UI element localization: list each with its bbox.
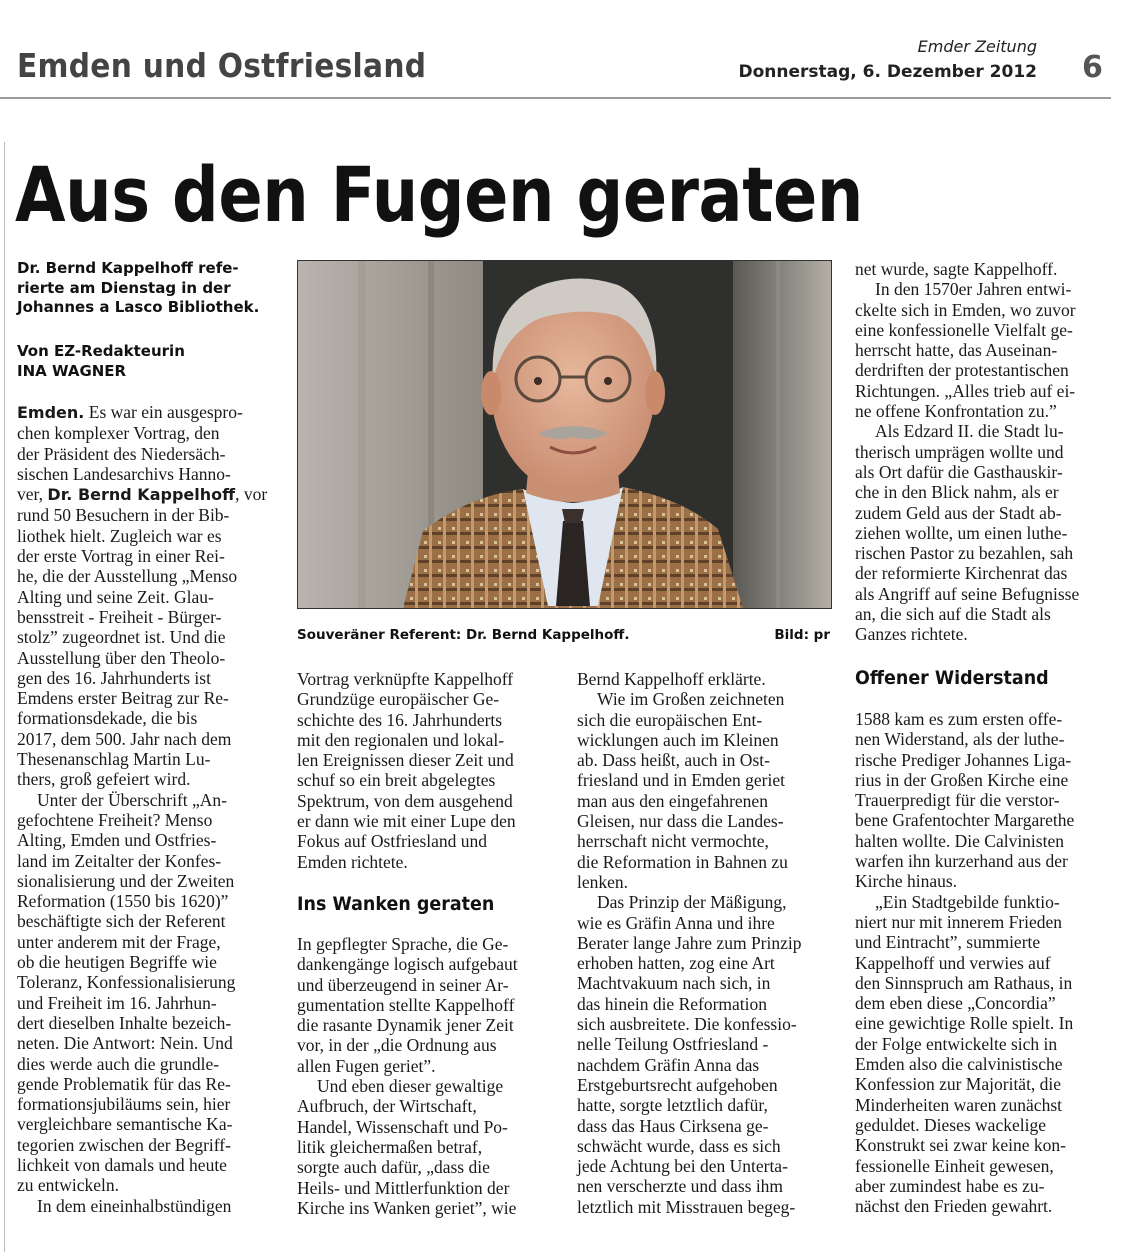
article-headline: Aus den Fugen geraten xyxy=(15,150,864,239)
text-line: allen Fugen geriet”. xyxy=(297,1055,436,1076)
lead-line: Dr. Bernd Kappelhoff refe- xyxy=(17,259,239,277)
text-line: der erste Vortrag in einer Rei- xyxy=(17,546,225,567)
text-line: gen des 16. Jahrhunderts ist xyxy=(17,667,211,688)
text-line: Reformation (1550 bis 1620)” xyxy=(17,891,229,912)
text-line: Gleisen, nur dass die Landes- xyxy=(577,811,784,832)
text-line: Heils- und Mittlerfunktion der xyxy=(297,1177,510,1198)
text-line: Erstgeburtsrecht aufgehoben xyxy=(577,1074,778,1095)
text-line: letztlich mit Misstrauen begeg- xyxy=(577,1196,796,1217)
text-line: Ausstellung über den Theolo- xyxy=(17,647,226,668)
text-line: friesland und in Emden geriet xyxy=(577,770,785,791)
text-line: als Ort dafür die Gasthauskir- xyxy=(855,461,1063,482)
text-line: zu entwickeln. xyxy=(17,1175,120,1196)
text-line: rischen Pastor zu bezahlen, sah xyxy=(855,543,1074,564)
text-line: rund 50 Besuchern in der Bib- xyxy=(17,505,230,526)
text-line: bensstreit - Freiheit - Bürger- xyxy=(17,606,222,627)
text-line: Emden richtete. xyxy=(297,851,408,872)
text-line: nen Widerstand, als der luthe- xyxy=(855,729,1065,750)
text-line: geduldet. Dieses wackelige xyxy=(855,1114,1046,1135)
text-line: hatte, sorgte letztlich dafür, xyxy=(577,1095,768,1116)
text-line: stolz” zugeordnet ist. Und die xyxy=(17,627,226,648)
text-line: ob die heutigen Begriffe wie xyxy=(17,952,217,973)
text-line: Als Edzard II. die Stadt lu- xyxy=(875,421,1064,442)
text-line: wie es Gräfin Anna und ihre xyxy=(577,912,775,933)
text-line: lenken. xyxy=(577,871,629,892)
text-line: und Freiheit im 16. Jahrhun- xyxy=(17,992,217,1013)
text-line: Und eben dieser gewaltige xyxy=(317,1076,504,1097)
portrait-photo-image xyxy=(298,261,831,608)
text-line: Konfession zur Majorität, die xyxy=(855,1074,1062,1095)
text-line: nächst den Frieden gewahrt. xyxy=(855,1196,1053,1217)
text-line: sorgte auch dafür, „dass die xyxy=(297,1157,490,1178)
text-line: und überzeugend in seiner Ar- xyxy=(297,974,509,995)
text-line: Vortrag verknüpfte Kappelhoff xyxy=(297,669,514,689)
byline-author: INA WAGNER xyxy=(17,361,127,380)
text-line: das hinein die Reformation xyxy=(577,993,768,1014)
text-line: fessionelle Einheit gewesen, xyxy=(855,1155,1054,1176)
text-line: Bernd Kappelhoff erklärte. xyxy=(577,669,766,689)
text-line: Kirche ins Wanken geriet”, wie xyxy=(297,1197,517,1218)
text-line: neten. Die Antwort: Nein. Und xyxy=(17,1033,233,1054)
text-line: Kappelhoff und verwies auf xyxy=(855,952,1051,973)
text-line: herrschaft nicht vermochte, xyxy=(577,831,769,852)
lead-line: Johannes a Lasco Bibliothek. xyxy=(17,298,260,316)
text-line: der Folge entwickelte sich in xyxy=(855,1033,1058,1054)
text-line: In gepflegter Sprache, die Ge- xyxy=(297,934,509,954)
text-line: wicklungen auch im Kleinen xyxy=(577,729,779,750)
subheading-offener-widerstand: Offener Widerstand xyxy=(855,667,1049,689)
text-line: 2017, dem 500. Jahr nach dem xyxy=(17,728,232,749)
text-line: unter anderem mit der Frage, xyxy=(17,931,221,952)
text-line: mit den regionalen und lokal- xyxy=(297,729,505,750)
text-line: dass das Haus Cirksena ge- xyxy=(577,1115,769,1136)
text-line: herrscht hatte, das Auseinan- xyxy=(855,340,1058,361)
text-line: zudem Geld aus der Stadt ab- xyxy=(855,502,1062,523)
article-lead xyxy=(17,259,279,318)
text-line: Spektrum, von dem ausgehend xyxy=(297,790,513,811)
text-line: nachdem Gräfin Anna das xyxy=(577,1054,760,1075)
text-line: die rasante Dynamik jener Zeit xyxy=(297,1015,514,1036)
text-line: net wurde, sagte Kappelhoff. xyxy=(855,259,1058,279)
text-line: dies werde auch die grundle- xyxy=(17,1053,220,1074)
text-line: Minderheiten waren zunächst xyxy=(855,1094,1063,1115)
text-column-2-bottom xyxy=(297,934,559,1218)
text-line: ne offene Konfrontation zu.” xyxy=(855,401,1057,422)
text-column-2-top xyxy=(297,669,559,872)
article-photo xyxy=(297,260,832,609)
text-line: Emden. Es war ein ausgespro- xyxy=(17,402,243,422)
text-line: therisch umprägen wollte und xyxy=(855,441,1064,462)
text-line: len Ereignissen dieser Zeit und xyxy=(297,750,514,771)
text-line: erhoben hatten, zog eine Art xyxy=(577,953,775,974)
text-line: ver, Dr. Bernd Kappelhoff, vor xyxy=(17,484,268,505)
text-line: halten wollte. Die Calvinisten xyxy=(855,830,1064,851)
text-line: aber zumindest habe es zu- xyxy=(855,1175,1045,1196)
text-line: ziehen wollte, um einen luthe- xyxy=(855,522,1068,543)
text-line: er dann wie mit einer Lupe den xyxy=(297,811,516,832)
text-line: Berater lange Jahre zum Prinzip xyxy=(577,932,802,953)
text-line: eine konfessionelle Vielfalt ge- xyxy=(855,319,1073,340)
text-line: Alting und seine Zeit. Glau- xyxy=(17,586,214,607)
left-margin-line xyxy=(4,142,5,1252)
text-line: Emden also die calvinistische xyxy=(855,1054,1063,1075)
text-line: vergleichbare semantische Ka- xyxy=(17,1114,233,1135)
caption-text: Souveräner Referent: Dr. Bernd Kappelhoff. xyxy=(297,627,630,643)
text-line: der reformierte Kirchenrat das xyxy=(855,563,1068,584)
header-rule xyxy=(0,97,1111,99)
bold-emphasis: Dr. Bernd Kappelhoff xyxy=(47,485,236,505)
text-line: sich die europäischen Ent- xyxy=(577,709,763,730)
text-line: schuf so ein breit abgelegtes xyxy=(297,770,496,791)
text-line: Fokus auf Ostfriesland und xyxy=(297,831,488,852)
text-line: den Sinnspruch am Rathaus, in xyxy=(855,972,1073,993)
text-line: schwächt wurde, dass es sich xyxy=(577,1135,781,1156)
lead-line: rierte am Dienstag in der xyxy=(17,278,231,297)
text-line: liothek hielt. Zugleich war es xyxy=(17,525,222,546)
text-line: eine gewichtige Rolle spielt. In xyxy=(855,1013,1074,1034)
text-line: he, die der Ausstellung „Menso xyxy=(17,566,238,587)
text-line: In dem eineinhalbstündigen xyxy=(37,1195,232,1216)
text-column-4-top xyxy=(855,259,1117,645)
text-line: Ganzes richtete. xyxy=(855,624,968,645)
text-column-1 xyxy=(17,402,279,1216)
text-line: sionalisierung und der Zweiten xyxy=(17,870,235,891)
text-line: land im Zeitalter der Konfes- xyxy=(17,850,222,871)
text-line: niert nur mit innerem Frieden xyxy=(855,911,1063,932)
text-line: schichte des 16. Jahrhunderts xyxy=(297,709,503,730)
text-line: formationsjubiläums sein, hier xyxy=(17,1094,231,1115)
photo-credit: Bild: pr xyxy=(774,627,830,643)
text-line: der Präsident des Niedersäch- xyxy=(17,443,226,464)
photo-caption xyxy=(297,627,832,643)
text-line: Emdens erster Beitrag zur Re- xyxy=(17,688,229,709)
text-line: sich ausbreitete. Die konfessio- xyxy=(577,1014,797,1035)
text-line: Konstrukt sei zwar keine kon- xyxy=(855,1135,1066,1156)
text-line: an, die sich auf die Stadt als xyxy=(855,604,1051,625)
subheading-ins-wanken: Ins Wanken geraten xyxy=(297,893,495,915)
text-line: Thesenanschlag Martin Lu- xyxy=(17,749,211,770)
byline-line: Von EZ-Redakteurin xyxy=(17,342,185,360)
text-line: rische Prediger Johannes Liga- xyxy=(855,749,1072,770)
text-line: man aus den eingefahrenen xyxy=(577,790,768,811)
text-line: nen verscherzte und dass ihm xyxy=(577,1176,784,1197)
newspaper-name: Emder Zeitung xyxy=(917,37,1037,56)
text-line: thers, groß gefeiert wird. xyxy=(17,769,191,790)
text-line: beschäftigte sich der Referent xyxy=(17,911,226,932)
text-line: sischen Landesarchivs Hanno- xyxy=(17,463,231,484)
text-line: und Eintracht”, summierte xyxy=(855,932,1041,953)
text-line: che in den Blick nahm, als er xyxy=(855,482,1059,503)
text-line: warfen ihn kurzerhand aus der xyxy=(855,851,1068,872)
text-line: Handel, Wissenschaft und Po- xyxy=(297,1116,508,1137)
text-line: Machtvakuum nach sich, in xyxy=(577,973,771,994)
text-line: Kirche hinaus. xyxy=(855,871,958,892)
text-line: die Reformation in Bahnen zu xyxy=(577,851,788,872)
text-line: gefochtene Freiheit? Menso xyxy=(17,809,213,830)
text-line: Wie im Großen zeichneten xyxy=(597,689,785,710)
text-column-4-bottom xyxy=(855,709,1117,1216)
text-line: gende Problematik für das Re- xyxy=(17,1073,231,1094)
text-line: bene Grafentochter Margarethe xyxy=(855,810,1075,831)
text-line: Richtungen. „Alles trieb auf ei- xyxy=(855,380,1076,401)
text-line: Grundzüge europäischer Ge- xyxy=(297,689,500,710)
text-line: vor, in der „die Ordnung aus xyxy=(297,1035,497,1056)
page-number: 6 xyxy=(1082,50,1103,85)
text-line: nelle Teilung Ostfriesland - xyxy=(577,1034,769,1055)
text-line: rius in der Großen Kirche eine xyxy=(855,769,1069,790)
text-line: dert dieselben Inhalte bezeich- xyxy=(17,1012,232,1033)
text-line: Toleranz, Konfessionalisierung xyxy=(17,972,236,993)
section-title: Emden und Ostfriesland xyxy=(17,46,427,85)
text-line: tegorien zwischen der Begriff- xyxy=(17,1134,231,1155)
text-line: jede Achtung bei den Unterta- xyxy=(577,1156,788,1177)
text-line: lichkeit von damals und heute xyxy=(17,1154,227,1175)
text-line: Alting, Emden und Ostfries- xyxy=(17,830,217,851)
text-line: dankengänge logisch aufgebaut xyxy=(297,954,518,975)
text-line: chen komplexer Vortrag, den xyxy=(17,423,220,444)
bold-emphasis: Emden. xyxy=(17,403,85,422)
text-line: Aufbruch, der Wirtschaft, xyxy=(297,1096,477,1117)
text-line: ckelte sich in Emden, wo zuvor xyxy=(855,299,1076,320)
text-line: Unter der Überschrift „An- xyxy=(37,789,227,810)
text-line: Das Prinzip der Mäßigung, xyxy=(597,892,787,913)
text-line: dem eben diese „Concordia” xyxy=(855,993,1056,1014)
text-column-3 xyxy=(577,669,839,1217)
text-line: Trauerpredigt für die verstor- xyxy=(855,790,1060,811)
text-line: derdriften der protestantischen xyxy=(855,360,1069,381)
article-byline xyxy=(17,342,279,381)
issue-date: Donnerstag, 6. Dezember 2012 xyxy=(738,62,1037,82)
text-line: litik gleichermaßen betraf, xyxy=(297,1136,483,1157)
text-line: 1588 kam es zum ersten offe- xyxy=(855,709,1063,729)
text-line: ab. Dass heißt, auch in Ost- xyxy=(577,750,770,771)
text-line: In den 1570er Jahren entwi- xyxy=(875,279,1072,300)
text-line: als Angriff auf seine Befugnisse xyxy=(855,583,1080,604)
text-line: „Ein Stadtgebilde funktio- xyxy=(875,891,1060,912)
text-line: formationsdekade, die bis xyxy=(17,708,198,729)
text-line: gumentation stellte Kappelhoff xyxy=(297,994,515,1015)
